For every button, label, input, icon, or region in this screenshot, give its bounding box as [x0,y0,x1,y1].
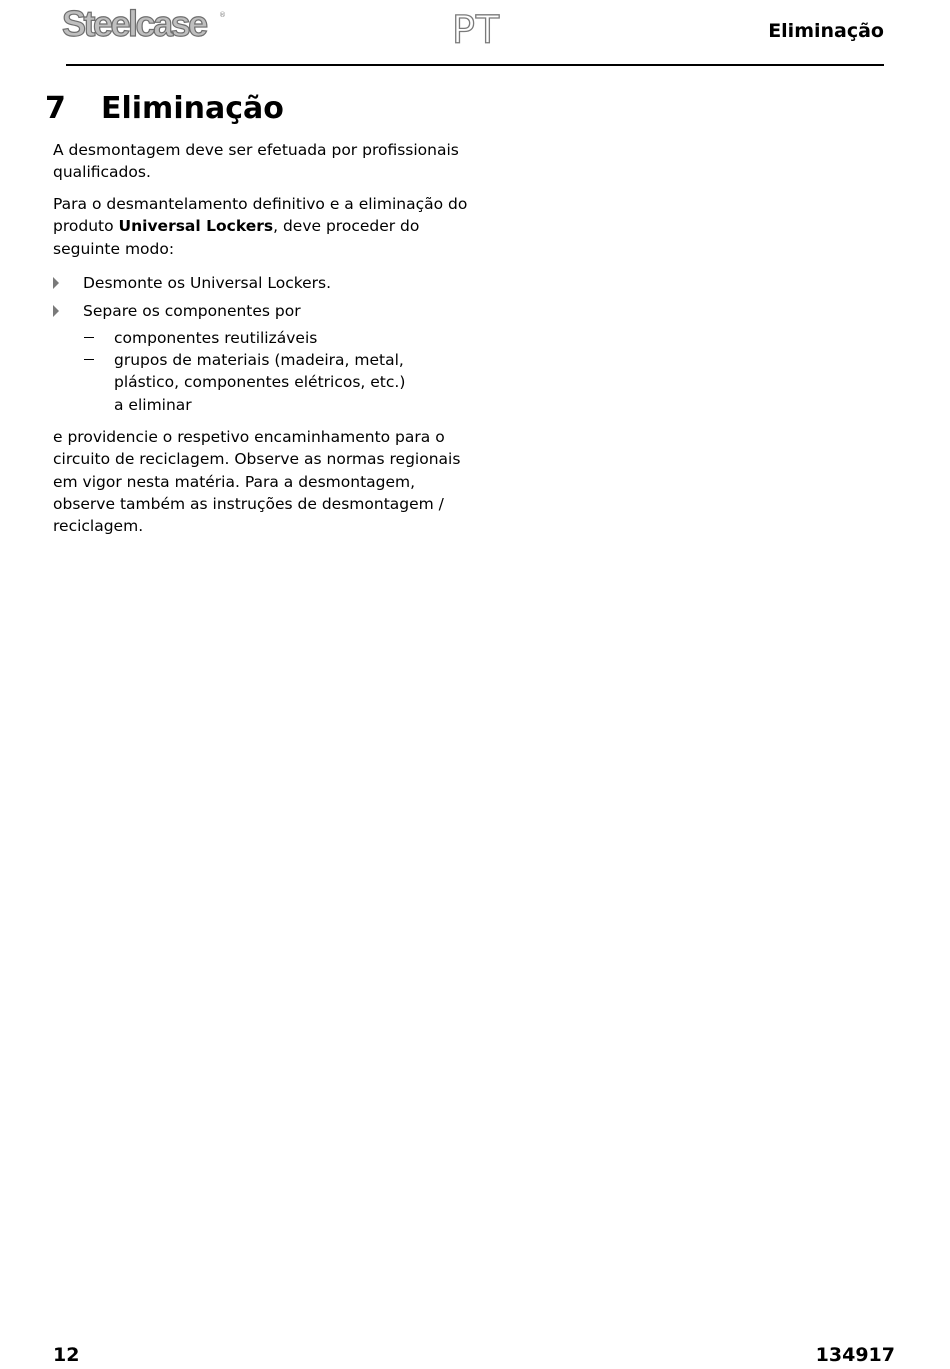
header-title: Eliminação [768,20,884,42]
sub-list-text: grupos de materiais (madeira, metal, plástico, componentes elétricos, etc.) a eliminar [114,351,406,414]
paragraph-instructions-tail: , deve proceder do seguinte modo: [53,217,420,258]
triangle-right-icon [53,305,59,317]
dash-icon [84,337,94,338]
page-header [0,0,950,66]
paragraph-instructions [53,193,473,260]
document-number: 134917 [815,1344,895,1366]
triangle-right-icon [53,277,59,289]
page-number: 12 [53,1344,80,1366]
language-code: PT [452,8,501,52]
header-divider [66,64,884,66]
bullet-text: Separe os componentes por [83,302,301,320]
section-number: 7 [45,91,66,126]
paragraph-recycling: e providencie o respetivo encaminhamento para o circuito de reciclagem. Observe as normas regionais em vigor nesta matéria. Para a desmontagem, observe também as instruções de desmontagem / reciclagem. [53,428,461,536]
paragraph-intro: A desmontagem deve ser efetuada por profissionais qualificados. [53,141,459,182]
bullet-text: Desmonte os Universal Lockers. [83,274,332,292]
registered-mark: ® [219,11,226,19]
paragraph-instructions-lead: Para o desmantelamento definitivo e a eliminação do produto [53,195,468,236]
section-title: Eliminação [101,91,284,126]
dash-icon [84,359,94,360]
product-name: Universal Lockers [118,217,274,236]
steelcase-logo: Steelcase [62,3,206,44]
sub-list-text: componentes reutilizáveis [114,329,318,347]
